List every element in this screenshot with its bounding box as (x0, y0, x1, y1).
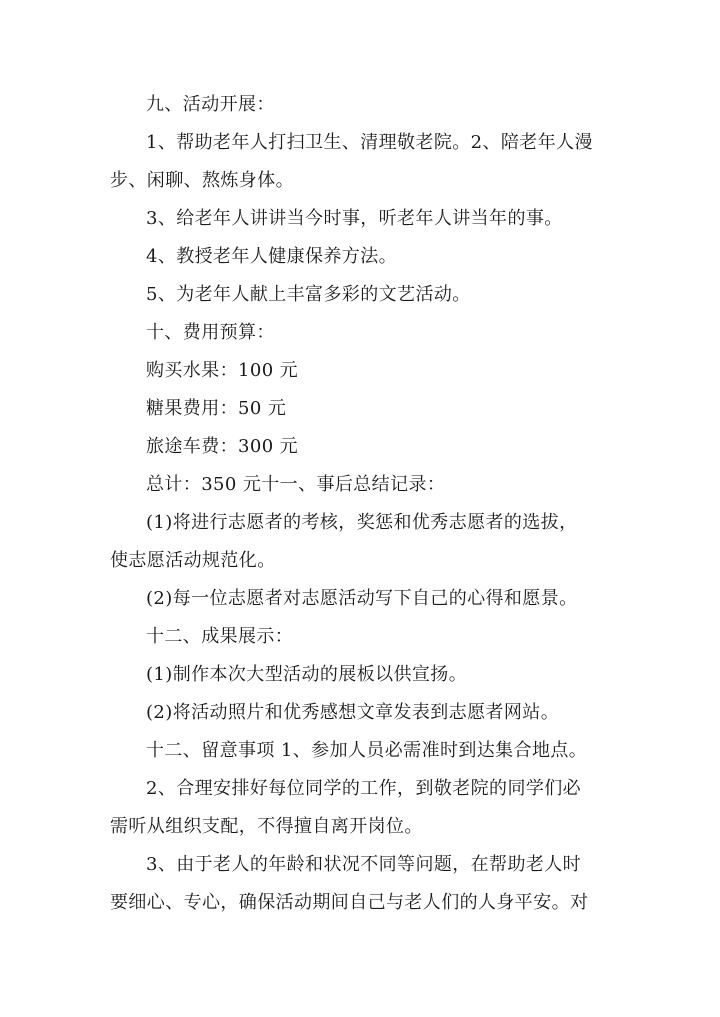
paragraph-line: (2)将活动照片和优秀感想文章发表到志愿者网站。 (146, 702, 560, 723)
section-heading-results: 十二、成果展示： (146, 626, 294, 647)
paragraph-line: 要细心、专心，确保活动期间自己与老人们的人身平安。对 (110, 892, 589, 913)
paragraph-line: 1、帮助老年人打扫卫生、清理敬老院。2、陪老年人漫 (146, 132, 593, 153)
paragraph-line: (1)将进行志愿者的考核，奖惩和优秀志愿者的选拔， (146, 512, 578, 533)
section-heading-notes: 十二、留意事项 1、参加人员必需准时到达集合地点。 (146, 740, 588, 761)
budget-item: 旅途车费：300 元 (146, 436, 299, 457)
paragraph-line: (1)制作本次大型活动的展板以供宣扬。 (146, 664, 468, 685)
budget-item: 购买水果：100 元 (146, 360, 299, 381)
paragraph-line: 3、给老年人讲讲当今时事，听老年人讲当年的事。 (146, 208, 563, 229)
paragraph-line: (2)每一位志愿者对志愿活动写下自己的心得和愿景。 (146, 588, 578, 609)
budget-item: 糖果费用：50 元 (146, 398, 287, 419)
section-heading-activities: 九、活动开展： (146, 94, 275, 115)
paragraph-line: 2、合理安排好每位同学的工作，到敬老院的同学们必 (146, 778, 582, 799)
paragraph-line: 4、教授老年人健康保养方法。 (146, 246, 398, 267)
paragraph-line: 步、闲聊、熬炼身体。 (110, 170, 294, 191)
paragraph-line: 需听从组织支配，不得擅自离开岗位。 (110, 816, 423, 837)
budget-total: 总计：350 元十一、事后总结记录： (146, 474, 446, 495)
paragraph-line: 5、为老年人献上丰富多彩的文艺活动。 (146, 284, 471, 305)
paragraph-line: 3、由于老人的年龄和状况不同等问题，在帮助老人时 (146, 854, 582, 875)
section-heading-budget: 十、费用预算： (146, 322, 275, 343)
paragraph-line: 使志愿活动规范化。 (110, 550, 276, 571)
